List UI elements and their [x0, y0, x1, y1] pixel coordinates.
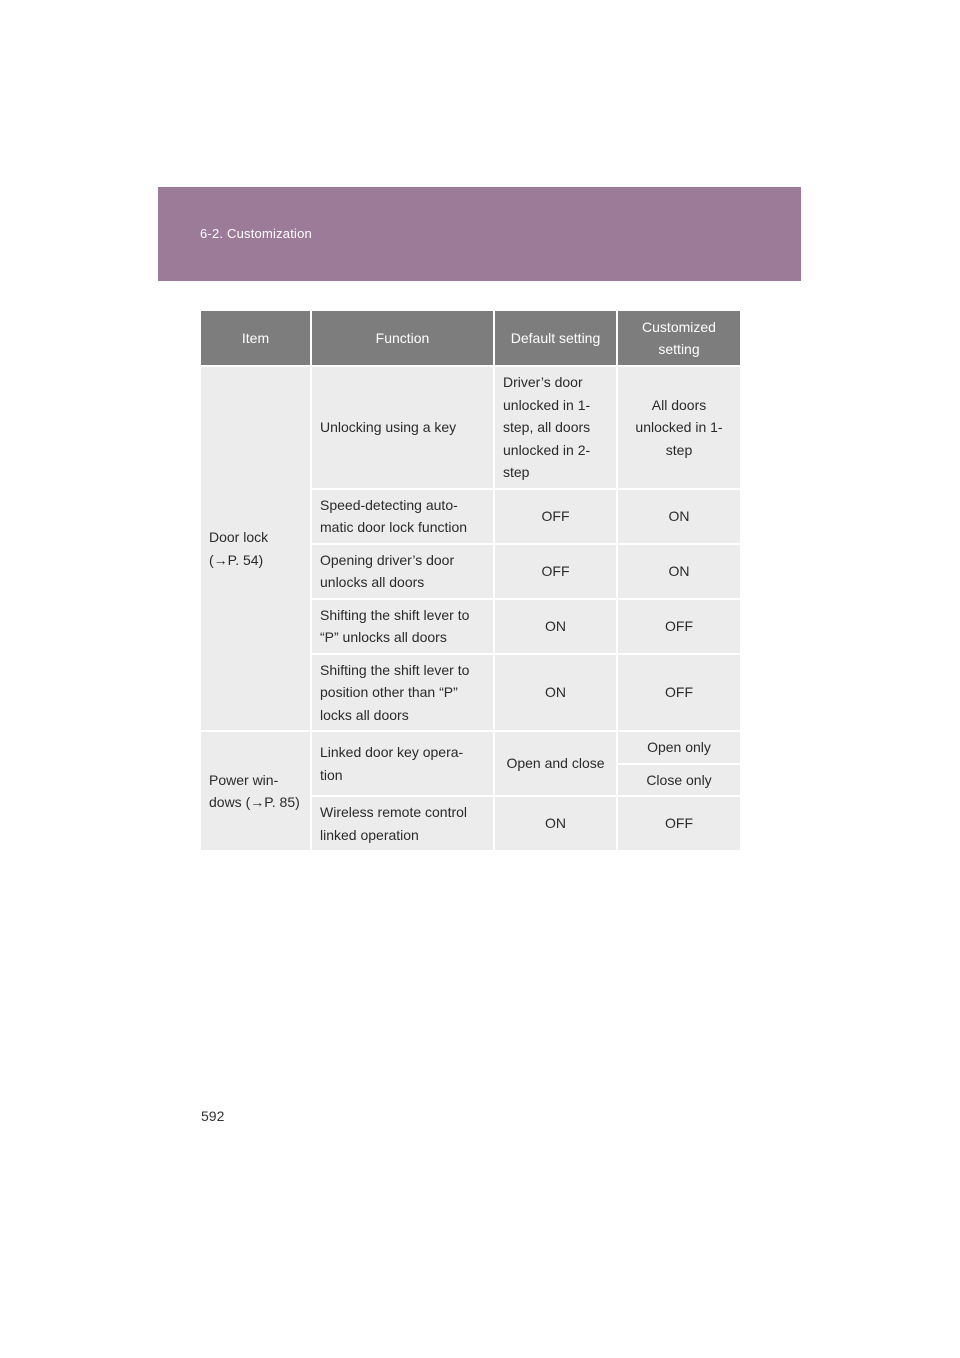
- default-cell: ON: [494, 599, 617, 654]
- function-cell: Shifting the shift lever to “P” unlocks all doors: [311, 599, 494, 654]
- table-row: [201, 366, 740, 489]
- function-cell: Opening driver’s door unlocks all doors: [311, 544, 494, 599]
- item-power-windows: Power win-dows (→P. 85): [201, 731, 311, 851]
- column-header-function: Function: [311, 311, 494, 366]
- table-header-row: [201, 311, 740, 366]
- table-row: [201, 731, 740, 764]
- item-door-lock: Door lock (→P. 54): [201, 366, 311, 731]
- section-title: 6-2. Customization: [200, 226, 312, 241]
- customized-cell: ON: [617, 544, 740, 599]
- default-cell: ON: [494, 654, 617, 732]
- header-band: [158, 187, 801, 281]
- column-header-item: Item: [201, 311, 311, 366]
- customized-cell: OFF: [617, 796, 740, 851]
- default-cell: Open and close: [494, 731, 617, 796]
- customization-table: [201, 311, 740, 852]
- function-cell: Linked door key opera-tion: [311, 731, 494, 796]
- customized-cell: Open only: [617, 731, 740, 764]
- customized-cell: Close only: [617, 764, 740, 797]
- default-cell: Driver’s door unlocked in 1-step, all doors unlocked in 2-step: [494, 366, 617, 489]
- function-cell: Unlocking using a key: [311, 366, 494, 489]
- function-cell: Speed-detecting auto-matic door lock function: [311, 489, 494, 544]
- page-number: 592: [201, 1108, 225, 1124]
- function-cell: Wireless remote control linked operation: [311, 796, 494, 851]
- customized-cell: ON: [617, 489, 740, 544]
- default-cell: ON: [494, 796, 617, 851]
- customized-cell: All doors unlocked in 1-step: [617, 366, 740, 489]
- function-cell: Shifting the shift lever to position other than “P” locks all doors: [311, 654, 494, 732]
- customized-cell: OFF: [617, 599, 740, 654]
- default-cell: OFF: [494, 489, 617, 544]
- column-header-default: Default setting: [494, 311, 617, 366]
- column-header-customized: Customized setting: [617, 311, 740, 366]
- customized-cell: OFF: [617, 654, 740, 732]
- default-cell: OFF: [494, 544, 617, 599]
